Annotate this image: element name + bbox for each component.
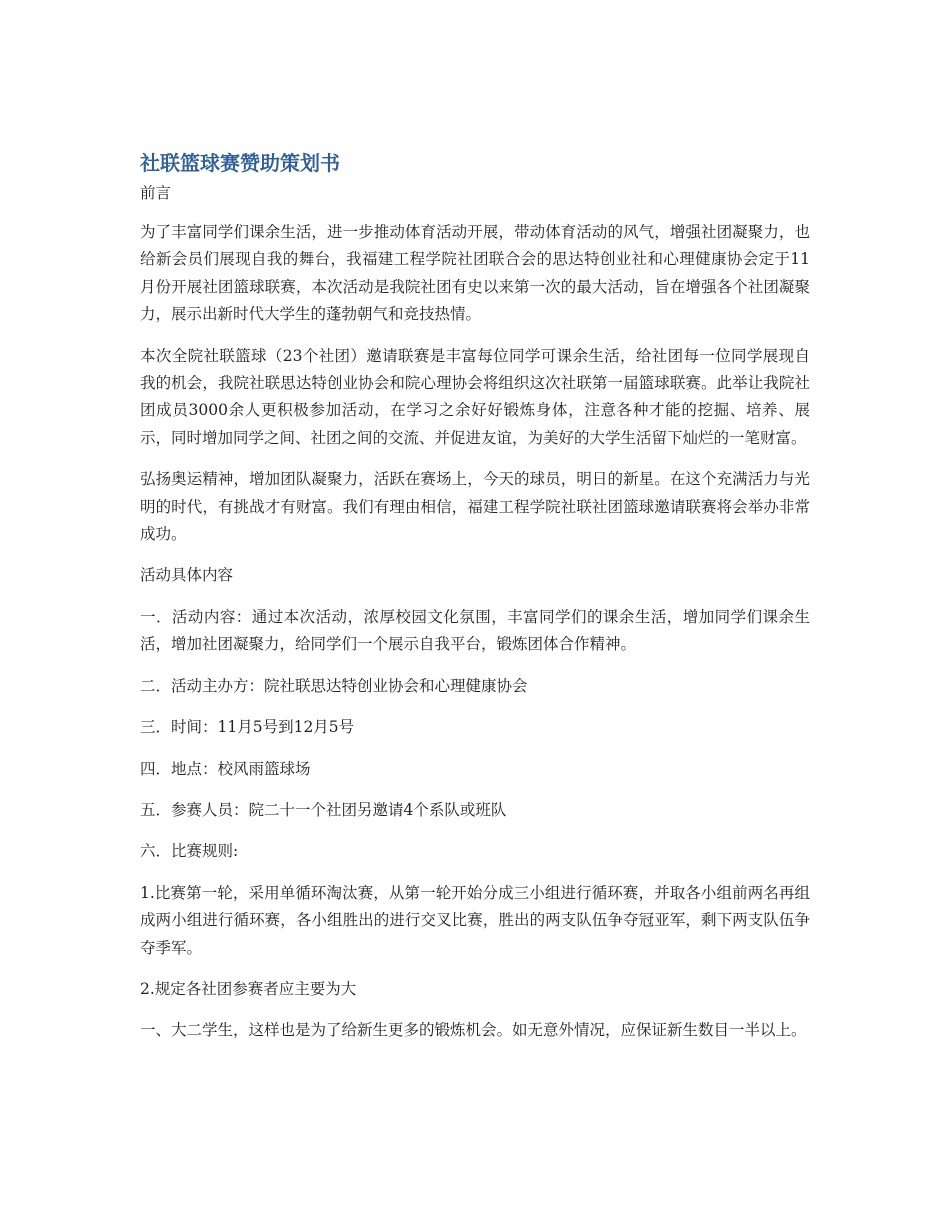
item-rules-heading: 六．比赛规则: (140, 842, 239, 861)
paragraph-intro-1: 为了丰富同学们课余生活，进一步推动体育活动开展，带动体育活动的风气，增强社团凝聚力，也给新会员们展现自我的舞台，我福建工程学院社团联合会的思达特创业社和心理健康协会定于11月份开展社团篮球联赛，本次活动是我院社团有史以来第一次的最大活动，旨在增强各个社团凝聚力，展示出新时代大学生的蓬勃朝气和竞技热情。 (140, 223, 810, 324)
paragraph-intro-2: 本次全院社联篮球（23个社团）邀请联赛是丰富每位同学可课余生活，给社团每一位同学展现自我的机会，我院社联思达特创业协会和院心理协会将组织这次社联第一届篮球联赛。此举让我院社团成员3000余人更积极参加活动，在学习之余好好锻炼身体，注意各种才能的挖掘、培养、展示，同时增加同学之间、社团之间的交流、并促进友谊，为美好的大学生活留下灿烂的一笔财富。 (140, 346, 810, 447)
rule-2: 2.规定各社团参赛者应主要为大 (140, 979, 357, 998)
item-activity-content: 一．活动内容：通过本次活动，浓厚校园文化氛围，丰富同学们的课余生活，增加同学们课余生活，增加社团凝聚力，给同学们一个展示自我平台，锻炼团体合作精神。 (140, 607, 810, 654)
document-subtitle: 前言 (140, 184, 172, 202)
item-participants: 五．参赛人员：院二十一个社团另邀请4个系队或班队 (140, 800, 507, 819)
document-page (140, 148, 810, 1059)
item-location: 四．地点：校风雨篮球场 (140, 759, 311, 778)
item-time: 三．时间：11月5号到12月5号 (140, 718, 355, 737)
paragraph-intro-3: 弘扬奥运精神，增加团队凝聚力，活跃在赛场上，今天的球员，明日的新星。在这个充满活力与光明的时代，有挑战才有财富。我们有理由相信，福建工程学院社联社团篮球邀请联赛将会举办非常成功。 (140, 470, 810, 544)
document-title: 社联篮球赛赞助策划书 (140, 151, 340, 175)
section-heading-activity: 活动具体内容 (140, 566, 234, 585)
rule-2-continued: 一、大二学生，这样也是为了给新生更多的锻炼机会。如无意外情况，应保证新生数目一半以上。 (140, 1021, 807, 1040)
rule-1: 1.比赛第一轮，采用单循环淘汰赛，从第一轮开始分成三小组进行循环赛，并取各小组前两名再组成两小组进行循环赛，各小组胜出的进行交叉比赛，胜出的两支队伍争夺冠亚军，剩下两支队伍争夺季军。 (140, 883, 810, 957)
item-organizer: 二．活动主办方：院社联思达特创业协会和心理健康协会 (140, 676, 528, 695)
